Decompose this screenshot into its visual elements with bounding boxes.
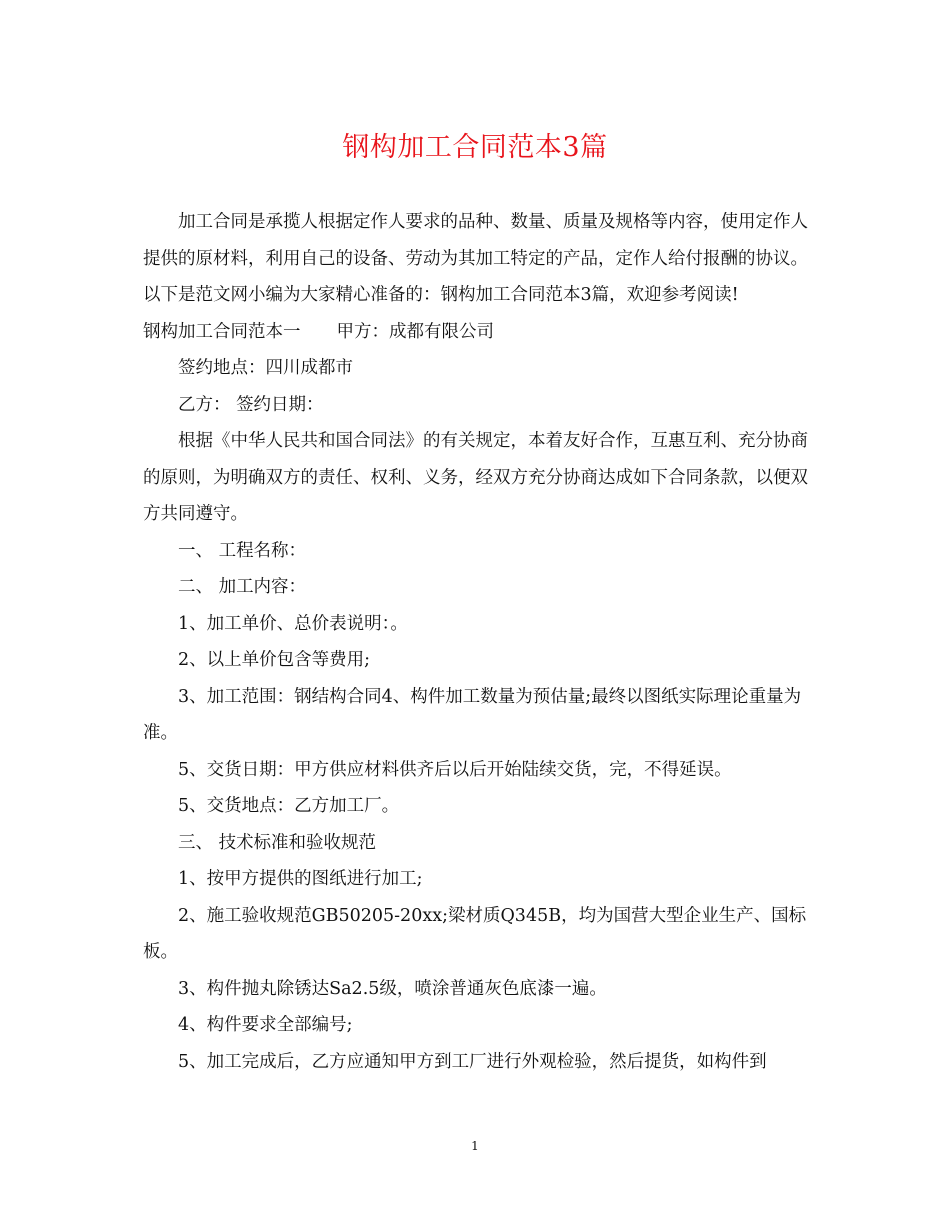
clause-item: 5、交货地点：乙方加工厂。 bbox=[178, 796, 400, 816]
clause-item: 1、按甲方提供的图纸进行加工; bbox=[178, 869, 423, 889]
section-heading: 一、 工程名称： bbox=[178, 540, 307, 561]
page-number: 1 bbox=[471, 1139, 479, 1153]
contract-line bbox=[143, 314, 815, 351]
clause-item: 4、构件要求全部编号; bbox=[178, 1015, 353, 1035]
clause-item: 2、施工验收规范GB50205-20xx;梁材质Q345B，均为国营大型企业生产、国标板。 bbox=[143, 905, 807, 962]
intro-paragraph: 加工合同是承揽人根据定作人要求的品种、数量、质量及规格等内容，使用定作人提供的原材料，利用自己的设备、劳动为其加工特定的产品，定作人给付报酬的协议。以下是范文网小编为大家精心准备的：钢构加工合同范本3篇，欢迎参考阅读! bbox=[143, 212, 808, 305]
party-a: 甲方：成都有限公司 bbox=[336, 321, 494, 342]
clause-item: 1、加工单价、总价表说明：。 bbox=[178, 613, 408, 634]
clause-item: 5、交货日期：甲方供应材料供齐后以后开始陆续交货，完，不得延误。 bbox=[178, 759, 732, 780]
contract-label: 钢构加工合同范本一 bbox=[143, 321, 301, 342]
section-heading: 二、 加工内容： bbox=[178, 577, 307, 597]
clause-item: 3、加工范围：钢结构合同4、构件加工数量为预估量;最终以图纸实际理论重量为准。 bbox=[143, 686, 802, 743]
section-heading: 三、 技术标准和验收规范 bbox=[178, 832, 377, 853]
clause-item: 5、加工完成后，乙方应通知甲方到工厂进行外观检验，然后提货，如构件到 bbox=[178, 1051, 767, 1072]
clause-item: 3、构件抛丸除锈达Sa2.5级，喷涂普通灰色底漆一遍。 bbox=[178, 978, 607, 999]
sign-location: 签约地点：四川成都市 bbox=[178, 358, 353, 378]
party-b-sign-date: 乙方： 签约日期： bbox=[178, 394, 324, 415]
page-title: 钢构加工合同范本3篇 bbox=[342, 132, 608, 163]
preamble-paragraph: 根据《中华人民共和国合同法》的有关规定，本着友好合作，互惠互利、充分协商的原则，为明确双方的责任、权利、义务，经双方充分协商达成如下合同条款，以便双方共同遵守。 bbox=[143, 431, 808, 524]
clause-item: 2、以上单价包含等费用; bbox=[178, 650, 371, 670]
document-body bbox=[143, 204, 815, 1080]
